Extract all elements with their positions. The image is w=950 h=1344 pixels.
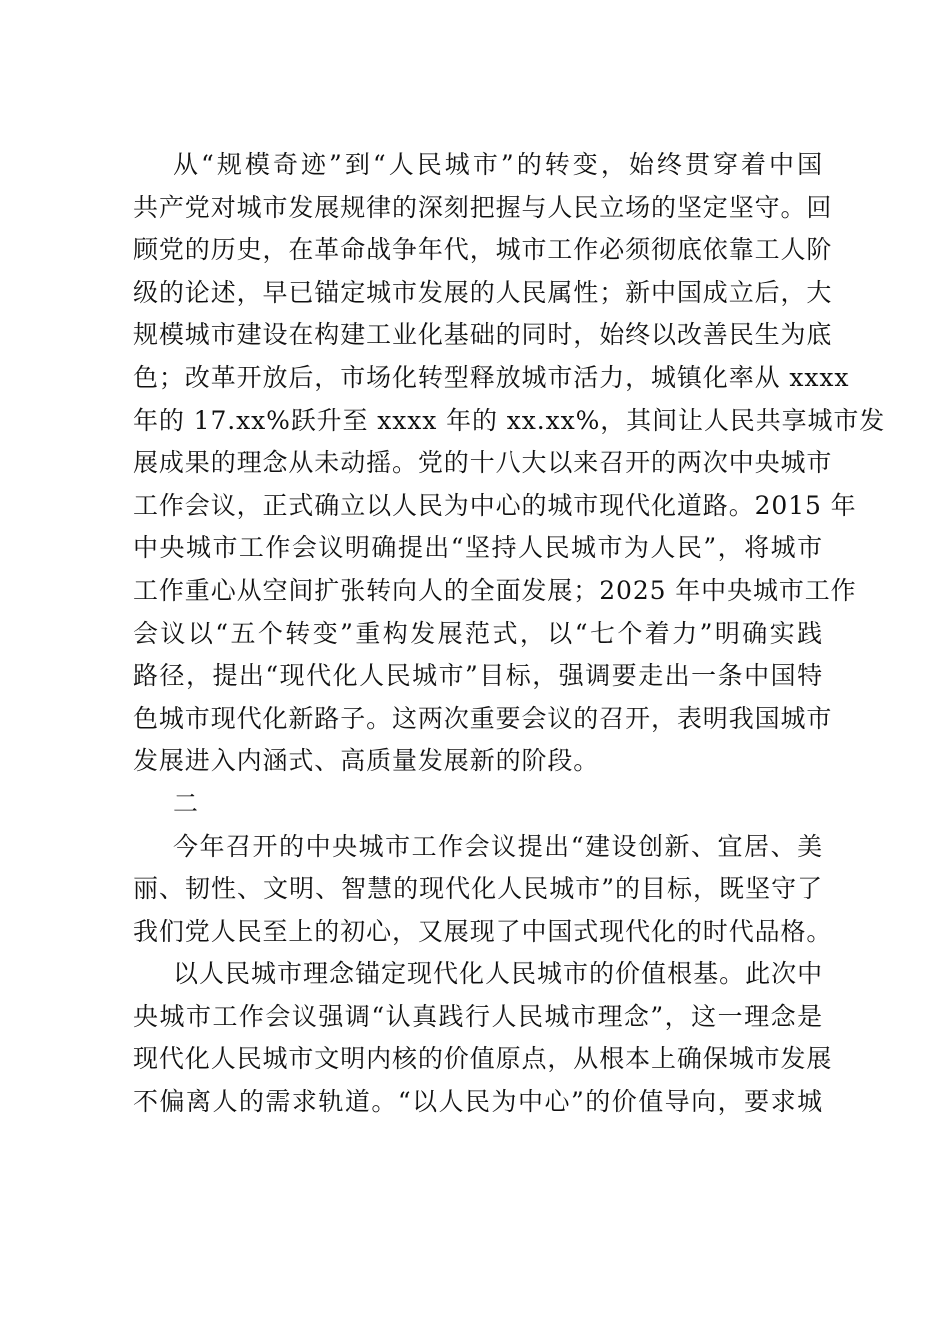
paragraph-line: 现代化人民城市文明内核的价值原点，从根本上确保城市发展 (133, 1044, 833, 1074)
paragraph-line: 不偏离人的需求轨道。“以人民为中心”的价值导向，要求城 (133, 1087, 823, 1117)
paragraph-line: 中央城市工作会议明确提出“坚持人民城市为人民”，将城市 (133, 533, 823, 563)
paragraph-line: 发展进入内涵式、高质量发展新的阶段。 (133, 746, 600, 776)
paragraph-line: 工作重心从空间扩张转向人的全面发展；2025 年中央城市工作 (133, 575, 857, 605)
paragraph-line: 展成果的理念从未动摇。党的十八大以来召开的两次中央城市 (133, 448, 833, 478)
paragraph-line: 共产党对城市发展规律的深刻把握与人民立场的坚定坚守。回 (133, 192, 833, 222)
paragraph-line: 级的论述，早已锚定城市发展的人民属性；新中国成立后，大 (133, 277, 833, 307)
paragraph-3 (133, 953, 833, 1123)
paragraph-line: 今年召开的中央城市工作会议提出“建设创新、宜居、美 (173, 831, 823, 861)
paragraph-line: 丽、韧性、文明、智慧的现代化人民城市”的目标，既坚守了 (133, 874, 823, 904)
paragraph-line: 央城市工作会议强调“认真践行人民城市理念”，这一理念是 (133, 1001, 823, 1031)
paragraph-line: 年的 17.xx%跃升至 xxxx 年的 xx.xx%，其间让人民共享城市发 (133, 405, 886, 435)
paragraph-line: 我们党人民至上的初心，又展现了中国式现代化的时代品格。 (133, 916, 833, 946)
paragraph-line: 以人民城市理念锚定现代化人民城市的价值根基。此次中 (173, 959, 823, 989)
paragraph-line: 会议以“五个转变”重构发展范式，以“七个着力”明确实践 (133, 618, 823, 648)
paragraph-line: 色；改革开放后，市场化转型释放城市活力，城镇化率从 xxxx (133, 362, 850, 392)
paragraph-line: 色城市现代化新路子。这两次重要会议的召开，表明我国城市 (133, 703, 833, 733)
paragraph-line: 顾党的历史，在革命战争年代，城市工作必须彻底依靠工人阶 (133, 235, 833, 265)
paragraph-line: 从“规模奇迹”到“人民城市”的转变，始终贯穿着中国 (173, 150, 823, 179)
paragraph-2 (133, 826, 833, 954)
paragraph-line: 路径，提出“现代化人民城市”目标，强调要走出一条中国特 (133, 661, 823, 691)
paragraph-line: 工作会议，正式确立以人民为中心的城市现代化道路。2015 年 (133, 490, 857, 520)
section-heading: 二 (173, 788, 199, 818)
paragraph-line: 规模城市建设在构建工业化基础的同时，始终以改善民生为底 (133, 320, 833, 350)
paragraph-1 (133, 144, 886, 783)
document-body (133, 144, 886, 1124)
